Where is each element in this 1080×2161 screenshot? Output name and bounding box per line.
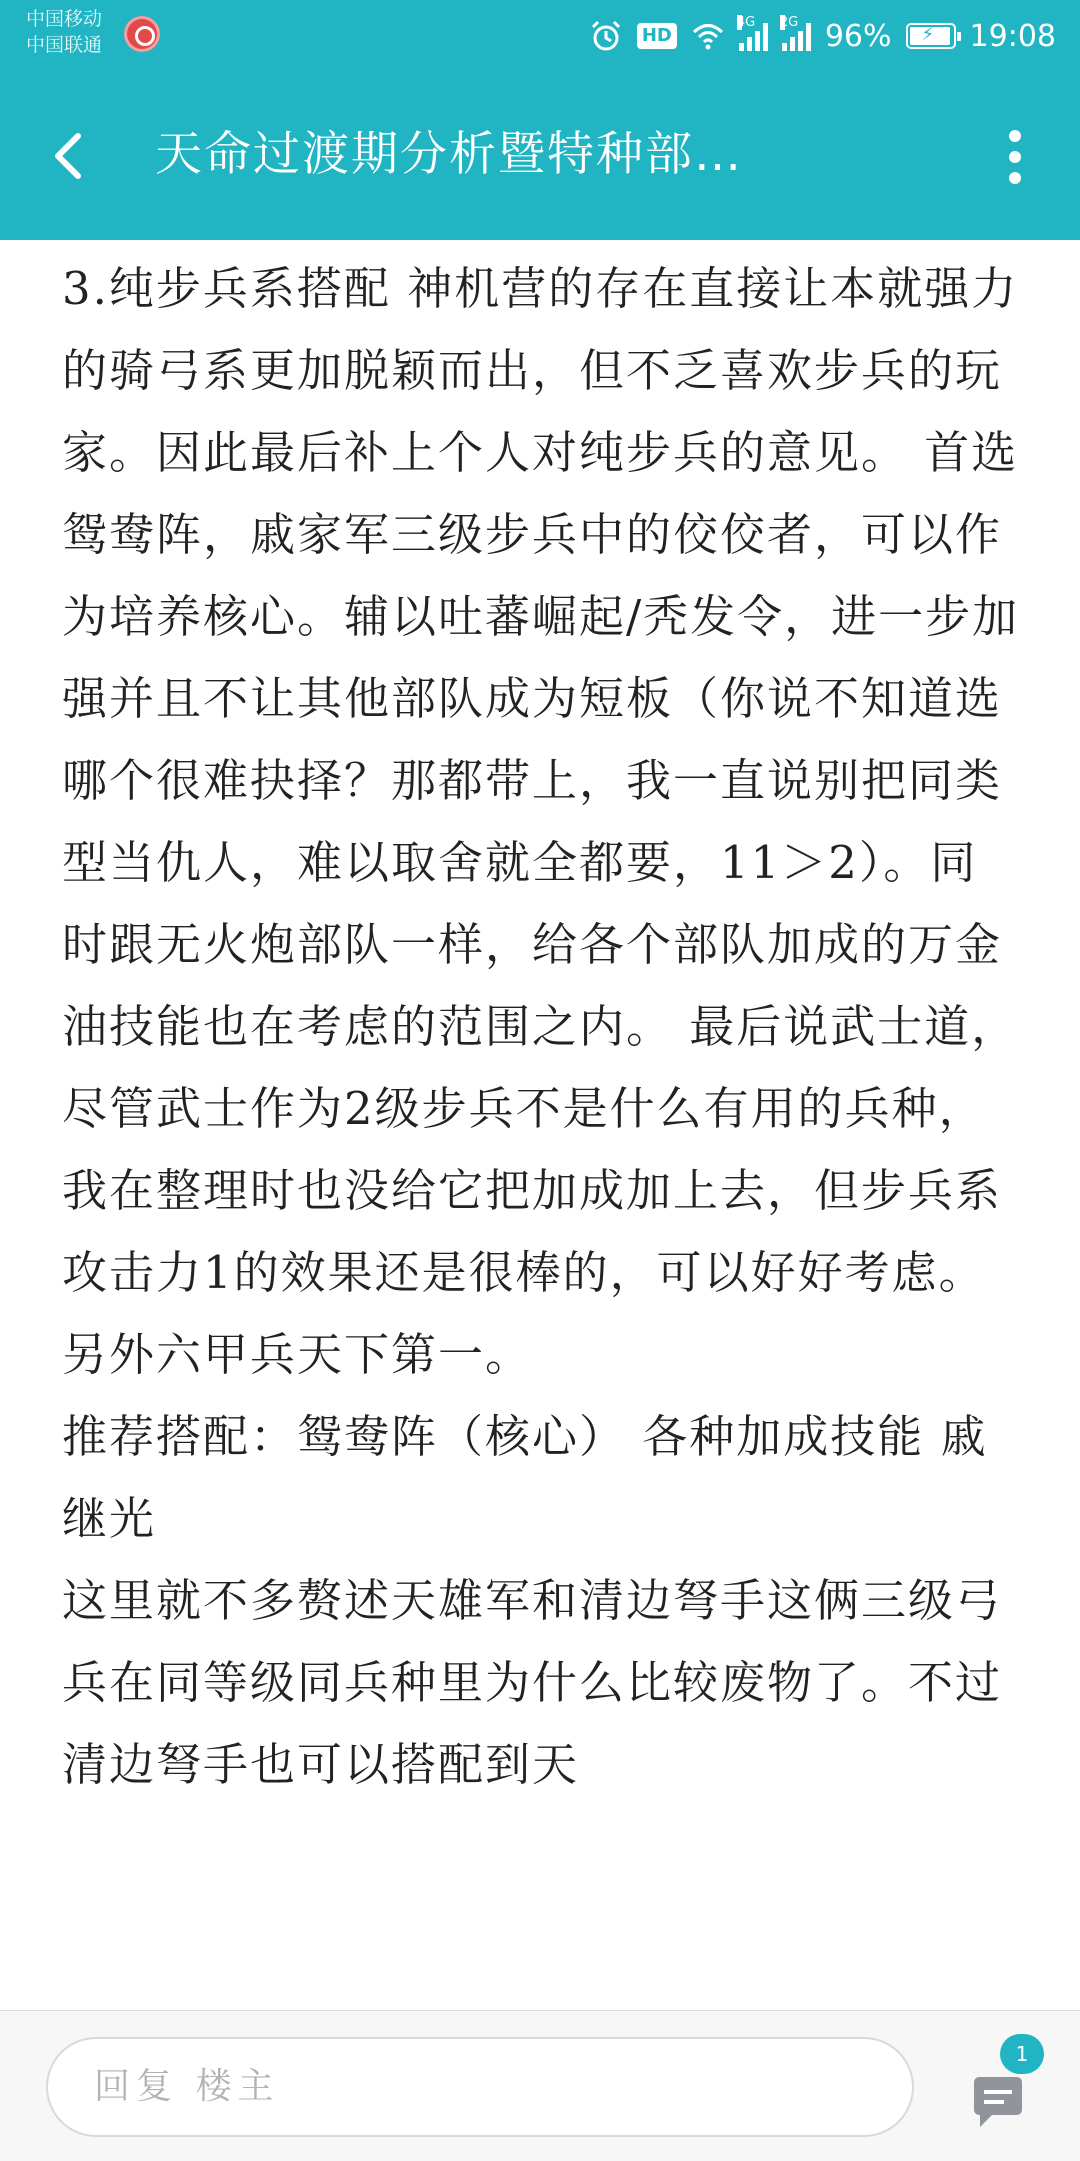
hd-badge: HD bbox=[637, 23, 677, 49]
netease-music-icon bbox=[124, 16, 160, 52]
battery-percent: 96% bbox=[824, 18, 892, 54]
paragraph: 3.纯步兵系搭配 神机营的存在直接让本就强力的骑弓系更加脱颖而出，但不乏喜欢步兵的玩家。因此最后补上个人对纯步兵的意见。 首选鸳鸯阵，戚家军三级步兵中的佼佼者，可以作为培养核心。辅以吐蕃崛起/秃发令，进一步加强并且不让其他部队成为短板（你说不知道选哪个很难抉择？那都带上，我一直说别把同类型当仇人，难以取舍就全都要，11＞2）。同时跟无火炮部队一样，给各个部队加成的万金油技能也在考虑的范围之内。 最后说武士道，尽管武士作为2级步兵不是什么有用的兵种，我在整理时也没给它把加成加上去，但步兵系攻击力1的效果还是很棒的，可以好好考虑。 另外六甲兵天下第一。 bbox=[62, 262, 1020, 1381]
comment-list-icon[interactable] bbox=[968, 2073, 1028, 2133]
paragraph: 这里就不多赘述天雄军和清边弩手这俩三级弓兵在同等级同兵种里为什么比较废物了。不过清边弩手也可以搭配到天 bbox=[62, 1574, 1003, 1791]
clock: 19:08 bbox=[969, 18, 1056, 54]
net-4g-label: 4G bbox=[736, 15, 756, 30]
paragraph: 推荐搭配：鸳鸯阵（核心） 各种加成技能 戚继光 bbox=[62, 1410, 988, 1545]
signal-2g-icon bbox=[779, 15, 811, 51]
reply-bar bbox=[0, 2010, 1080, 2161]
app-bar bbox=[0, 72, 1080, 240]
signal-4g-icon bbox=[736, 15, 768, 51]
status-icons bbox=[589, 14, 1056, 58]
wifi-icon bbox=[691, 19, 725, 53]
comment-count-badge: 1 bbox=[1000, 2034, 1044, 2074]
status-bar bbox=[0, 0, 1080, 72]
post-content[interactable] bbox=[0, 240, 1080, 2010]
carrier-1: 中国移动 bbox=[26, 8, 103, 30]
carrier-2: 中国联通 bbox=[26, 34, 103, 56]
reply-input[interactable]: 回复 楼主 bbox=[46, 2037, 914, 2137]
alarm-icon bbox=[589, 19, 623, 53]
battery-icon bbox=[906, 23, 956, 49]
carrier-info bbox=[26, 6, 102, 58]
back-arrow-icon[interactable] bbox=[44, 126, 94, 186]
charging-icon: ⚡ bbox=[921, 24, 935, 45]
net-2g-label: 2G bbox=[779, 15, 799, 30]
more-options-icon[interactable] bbox=[1008, 130, 1022, 184]
page-title: 天命过渡期分析暨特种部… bbox=[155, 127, 743, 182]
